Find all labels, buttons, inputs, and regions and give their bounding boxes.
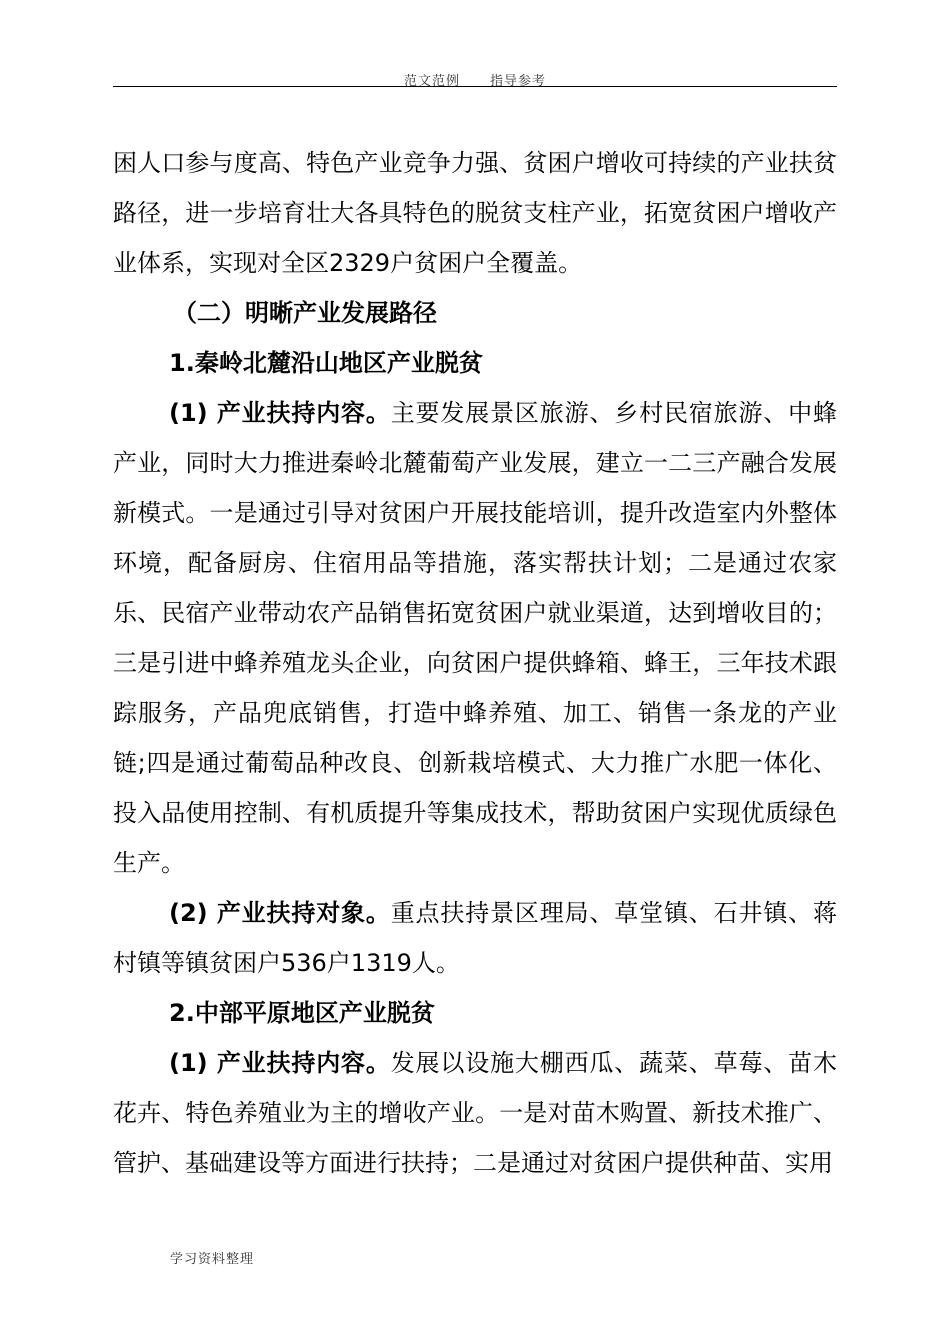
header-right-text: 指导参考 (490, 74, 547, 89)
header-left-text: 范文范例 (403, 74, 460, 89)
qinling-target-text: 重点扶持景区理局、草堂镇、石井镇、蒋村镇等镇贫困户536户1319人。 (113, 899, 837, 977)
section-heading: （二）明晰产业发展路径 (173, 299, 437, 327)
paragraph-plain-content (113, 1038, 837, 1188)
subheading-plain: 2.中部平原地区产业脱贫 (169, 999, 435, 1027)
paragraph-intro: 困人口参与度高、特色产业竞争力强、贫困户增收可持续的产业扶贫路径，进一步培育壮大各具特色的脱贫支柱产业，拓宽贫困户增收产业体系，实现对全区2329户贫困户全覆盖。 (113, 149, 837, 277)
header-divider (113, 86, 837, 87)
page-footer: 学习资料整理 (170, 1252, 255, 1267)
document-body (113, 138, 837, 1188)
qinling-target-label: (2) 产业扶持对象。 (169, 899, 391, 927)
plain-content-text: 发展以设施大棚西瓜、蔬菜、草莓、苗木花卉、特色养殖业为主的增收产业。一是对苗木购置、新技术推广、管护、基础建设等方面进行扶持；二是通过对贫困户提供种苗、实用 (113, 1049, 837, 1177)
paragraph-qinling-target (113, 888, 837, 988)
paragraph-qinling-content (113, 388, 837, 888)
subheading-qinling: 1.秦岭北麓沿山地区产业脱贫 (169, 349, 483, 377)
plain-content-label: (1) 产业扶持内容。 (169, 1049, 391, 1077)
qinling-content-text: 主要发展景区旅游、乡村民宿旅游、中蜂产业，同时大力推进秦岭北麓葡萄产业发展，建立一二三产融合发展新模式。一是通过引导对贫困户开展技能培训，提升改造室内外整体环境，配备厨房、住宿用品等措施，落实帮扶计划；二是通过农家乐、民宿产业带动农产品销售拓宽贫困户就业渠道，达到增收目的；三是引进中蜂养殖龙头企业，向贫困户提供蜂箱、蜂王，三年技术跟踪服务，产品兜底销售，打造中蜂养殖、加工、销售一条龙的产业链;四是通过葡萄品种改良、创新栽培模式、大力推广水肥一体化、投入品使用控制、有机质提升等集成技术，帮助贫困户实现优质绿色生产。 (113, 399, 837, 877)
qinling-content-label: (1) 产业扶持内容。 (169, 399, 391, 427)
